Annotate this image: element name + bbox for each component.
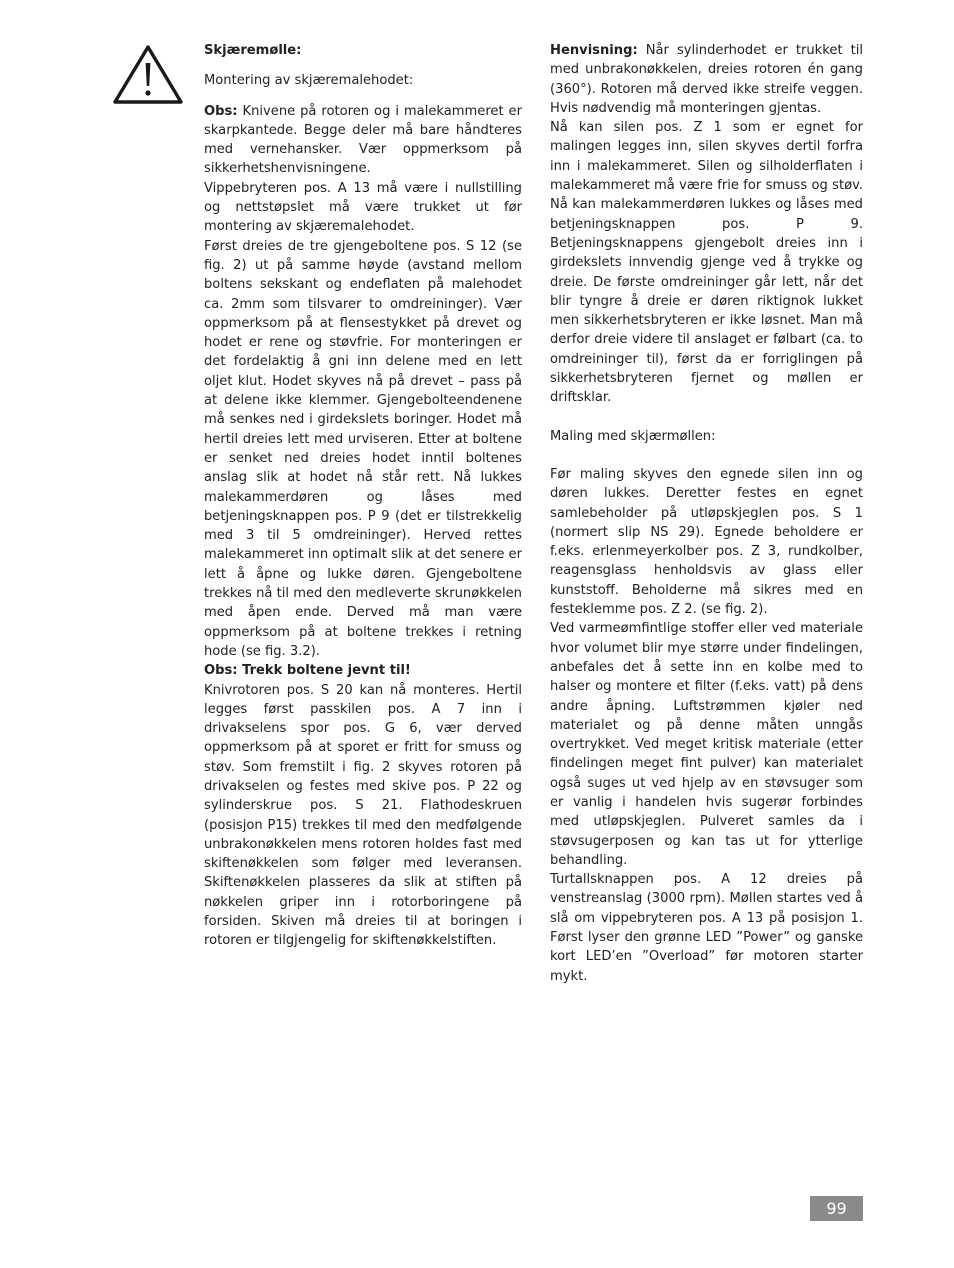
right-column xyxy=(550,41,863,986)
henvisning-label: Henvisning: xyxy=(550,43,638,58)
subsection-heading: Montering av skjæremalehodet: xyxy=(204,73,414,89)
paragraph-turtall: Turtallsknappen pos. A 12 dreies på venstreanslag (3000 rpm). Møllen startes ved å slå om vippebryteren pos. A 13 på posisjon 1. Først lyser den grønne LED ”Power” og ganske kort LED’en ”Overload” før motoren starter mykt. xyxy=(550,872,863,984)
maling-heading: Maling med skjærmøllen: xyxy=(550,428,716,444)
paragraph-silen: Nå kan silen pos. Z 1 som er egnet for malingen legges inn, silen skyves dertil forfra inn i malekammeret. Silen og silholderflaten i malekammeret må være frie for smuss og støv. Nå kan malekammerdøren lukkes og låses med betjeningsknappen pos. P 9. Betjeningsknappens gjengebolt dreies inn i girdekslets innvendig gjenge ved å trykke og dreie. De første omdreininger går lett, når det blir tyngre å dreie er døren riktignok lukket men sikkerhetsbryteren er ikke løsnet. Man må derfor dreie videre til anslaget er følbart (ca. to omdreininger til), først da er forriglingen på sikkerhetsbryteren fjernet og møllen er driftsklar. xyxy=(550,120,863,406)
obs-paragraph xyxy=(204,102,522,179)
section-heading: Skjæremølle: xyxy=(204,43,302,58)
paragraph-for-maling: Før maling skyves den egnede silen inn og døren lukkes. Deretter festes en egnet samlebeholder på utløpskjeglen pos. S 1 (normert slip NS 29). Egnede beholdere er f.eks. erlenmeyerkolber pos. Z 3, rundkolber, reagensglass henholdsvis av glass eller kunststoff. Beholderne må sikres med en festeklemme pos. Z 2. (se fig. 2). xyxy=(550,466,863,618)
paragraph-forst: Først dreies de tre gjengeboltene pos. S 12 (se fig. 2) ut på samme høyde (avstand mellom boltens sekskant og endeflaten på malehodet ca. 2mm som tilsvarer to omdreininger). Vær oppmerksom på at flensestykket på drevet og hodet er rene og støvfrie. For monteringen er det fordelaktig å gni inn delene med en lett oljet klut. Hodet skyves nå på drevet – pass på at delene ikke klemmer. Gjengebolteendenene må senkes ned i girdekslets boringer. Hodet må hertil dreies lett med urviseren. Etter at boltene er senket ned dreies hodet inntil boltenes anslag slik at hodet nå står rett. Nå lukkes malekammerdøren og låses med betjeningsknappen pos. P 9 (det er tilstrekkelig med 3 til 5 omdreininger). Herved rettes malekammeret inn optimalt slik at det senere er lett å åpne og lukke døren. Gjengeboltene trekkes nå til med den medleverte skrunøkkelen med åpen ende. Derved må man være oppmerksom på at boltene trekkes i retning hode (se fig. 3.2). xyxy=(204,238,522,659)
paragraph-knivrotor: Knivrotoren pos. S 20 kan nå monteres. Hertil legges først passkilen pos. A 7 inn i drivakselens spor pos. G 6, vær derved oppmerksom på at sporet er fritt for smuss og støv. Som fremstilt i fig. 2 skyves rotoren på drivakselen og festes med skive pos. P 22 og sylinderskrue pos. S 21. Flathodeskruen (posisjon P15) trekkes til med den medfølgende unbrakonøkkelen mens rotoren holdes fast med skiftenøkkelen som følger med leveransen. Skiftenøkkelen plasseres da slik at stiften på nøkkelen griper inn i rotorboringene på forsiden. Skiven må dreies til at boringen i rotoren er tilgjengelig for skiftenøkkelstiften. xyxy=(204,682,522,949)
obs-warning-bold: Obs: Trekk boltene jevnt til! xyxy=(204,663,411,679)
paragraph-vippebryter: Vippebryteren pos. A 13 må være i nullstilling og nettstøpslet må være trukket ut før montering av skjæremalehodet. xyxy=(204,180,522,235)
left-column xyxy=(204,41,522,951)
henvisning-text: Når sylinderhodet er trukket til med unbrakonøkkelen, dreies rotoren én gang (360°). Rotoren må derved ikke streife veggen. Hvis nødvendig må monteringen gjentas. xyxy=(550,43,863,116)
warning-triangle-icon xyxy=(112,44,184,106)
obs-text: Knivene på rotoren og i malekammeret er skarpkantede. Begge deler må bare håndteres med vernehansker. Vær oppmerksom på sikkerhetshenvisningene. xyxy=(204,103,522,177)
obs-label: Obs: xyxy=(204,103,238,119)
henvisning-paragraph xyxy=(550,41,863,118)
page-number: 99 xyxy=(810,1196,863,1221)
paragraph-varme: Ved varmeømfintlige stoffer eller ved materiale hvor volumet blir mye større under findelingen, anbefales det å sette inn en kolbe med to halser og montere et filter (f.eks. vatt) på dens andre åpning. Luftstrømmen kjøler ned materialet og på denne måten unngås overtrykket. Ved meget kritisk materiale (etter findelingen meget fint pulver) kan materialet også suges ut ved hjelp av en støvsuger som er vanlig i handelen hvis sugerør forbindes med utløpskjeglen. Pulveret samles da i støvsugerposen og kan tas ut for ytterlige behandling. xyxy=(550,621,863,868)
